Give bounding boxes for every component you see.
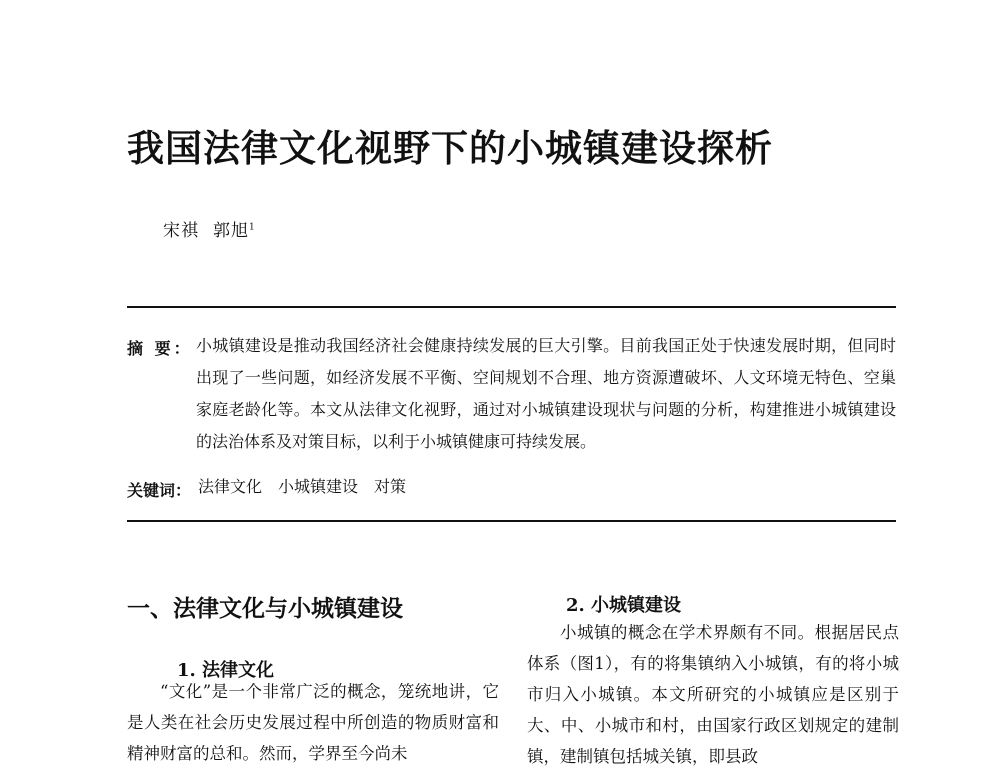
section-heading: 一、法律文化与小城镇建设 bbox=[127, 595, 403, 622]
author-name: 宋祺 bbox=[163, 221, 199, 241]
keyword: 小城镇建设 bbox=[278, 477, 359, 496]
keywords-label: 关键词： bbox=[127, 481, 192, 500]
bottom-divider bbox=[127, 520, 896, 522]
author-name: 郭旭 bbox=[213, 221, 249, 241]
keyword: 对策 bbox=[374, 477, 407, 496]
abstract-text: 小城镇建设是推动我国经济社会健康持续发展的巨大引擎。目前我国正处于快速发展时期，但同时出现了一些问题，如经济发展不平衡、空间规划不合理、地方资源遭破坏、人文环境无特色、空巢家庭老龄化等。本文从法律文化视野，通过对小城镇建设现状与问题的分析，构建推进小城镇建设的法治体系及对策目标，以利于小城镇健康可持续发展。 bbox=[196, 336, 896, 451]
body-text-left-column: “文化”是一个非常广泛的概念，笼统地讲，它是人类在社会历史发展过程中所创造的物质财富和精神财富的总和。然而，学界至今尚未 bbox=[127, 682, 499, 763]
subsection-heading-legal-culture: 1. 法律文化 bbox=[177, 660, 275, 681]
author-footnote-mark: 1 bbox=[249, 222, 256, 233]
paper-title: 我国法律文化视野下的小城镇建设探析 bbox=[127, 126, 773, 170]
abstract-label: 摘 要： bbox=[127, 339, 193, 358]
keywords-list bbox=[198, 474, 422, 497]
top-divider bbox=[127, 306, 896, 308]
author-line bbox=[163, 216, 256, 241]
subsection-heading-small-town-construction: 2. 小城镇建设 bbox=[566, 595, 682, 616]
body-text-right-column: 小城镇的概念在学术界颇有不同。根据居民点体系（图1），有的将集镇纳入小城镇，有的将小城市归入小城镇。本文所研究的小城镇应是区别于大、中、小城市和村，由国家行政区划规定的建制镇，建制镇包括城关镇，即县政 bbox=[527, 623, 899, 766]
keyword: 法律文化 bbox=[198, 477, 263, 496]
